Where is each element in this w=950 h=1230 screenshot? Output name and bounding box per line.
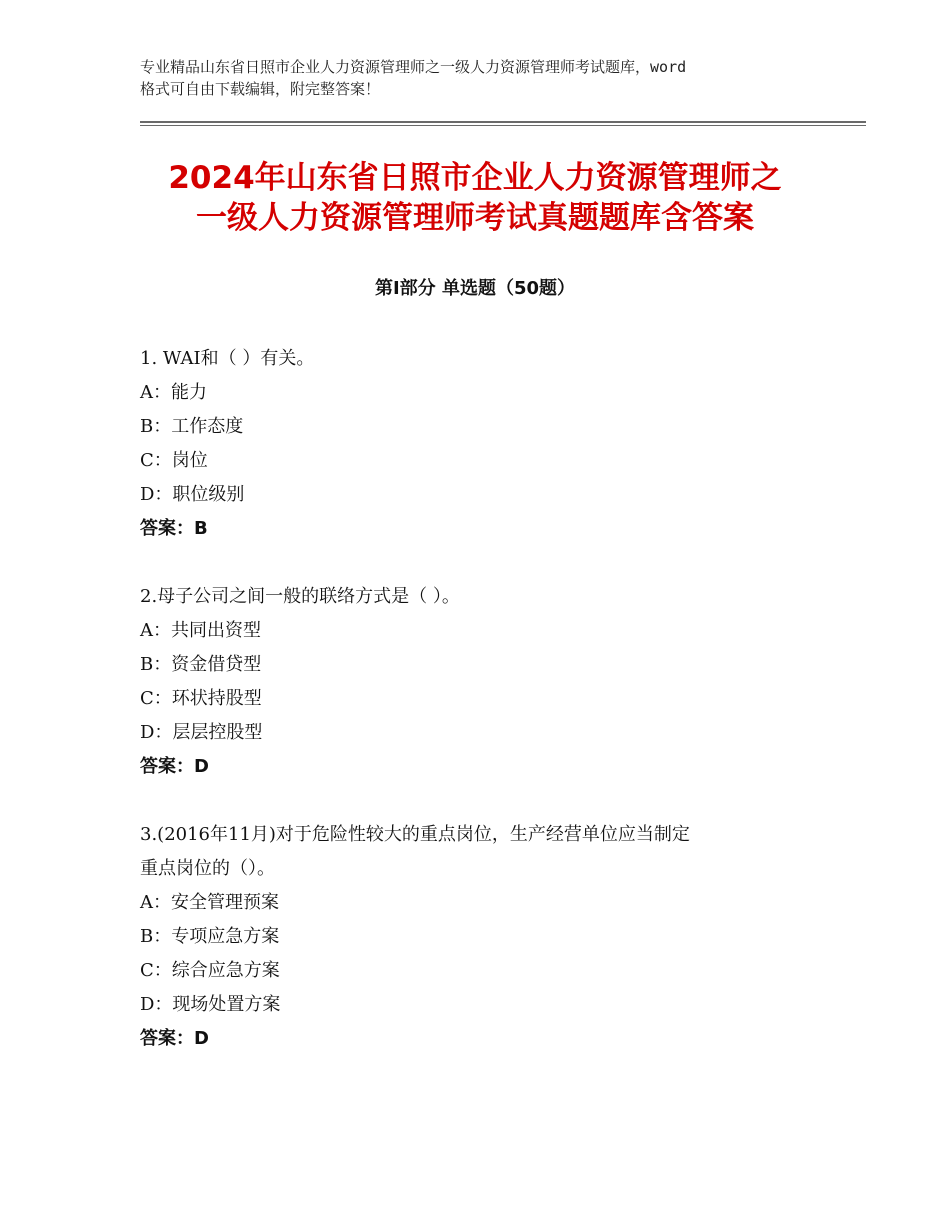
question-stem-line: 2.母子公司之间一般的联络方式是（ ）。: [140, 586, 460, 607]
question-stem: [140, 818, 840, 886]
header-note-line-1: 专业精品山东省日照市企业人力资源管理师之一级人力资源管理师考试题库，word: [140, 58, 687, 76]
option-d: D：现场处置方案: [140, 994, 281, 1015]
option-d: D：层层控股型: [140, 722, 263, 743]
answer-line: 答案：B: [140, 518, 208, 539]
option-d: D：职位级别: [140, 484, 245, 505]
option-a: A：共同出资型: [140, 620, 261, 641]
question-item: [140, 342, 840, 546]
option-a: A：能力: [140, 382, 207, 403]
document-title: [100, 158, 850, 238]
option-c: C：环状持股型: [140, 688, 262, 709]
header-divider-thin: [140, 125, 866, 126]
document-title-line-1: 2024年山东省日照市企业人力资源管理师之: [168, 160, 782, 196]
question-stem-line: 3.(2016年11月)对于危险性较大的重点岗位，生产经营单位应当制定: [140, 824, 690, 845]
question-stem-line: 重点岗位的（）。: [140, 858, 275, 879]
option-c: C：综合应急方案: [140, 960, 280, 981]
option-b: B：专项应急方案: [140, 926, 280, 947]
question-list: [140, 342, 840, 1090]
answer-line: 答案：D: [140, 756, 209, 777]
header-divider-thick: [140, 121, 866, 123]
question-stem-line: 1. WAI和（ ）有关。: [140, 348, 315, 369]
question-item: [140, 580, 840, 784]
header-note: [140, 56, 840, 100]
option-a: A：安全管理预案: [140, 892, 279, 913]
option-c: C：岗位: [140, 450, 208, 471]
question-item: [140, 818, 840, 1056]
document-title-line-2: 一级人力资源管理师考试真题题库含答案: [196, 200, 754, 236]
option-b: B：工作态度: [140, 416, 244, 437]
question-stem: [140, 342, 840, 376]
option-b: B：资金借贷型: [140, 654, 262, 675]
section-heading: 第Ⅰ部分 单选题（50题）: [374, 278, 575, 299]
question-stem: [140, 580, 840, 614]
header-note-line-2: 格式可自由下载编辑，附完整答案！: [140, 80, 381, 98]
answer-line: 答案：D: [140, 1028, 209, 1049]
